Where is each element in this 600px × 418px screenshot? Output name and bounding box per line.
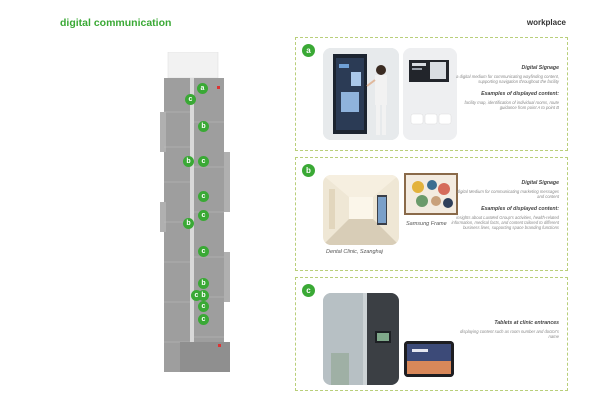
panel-b [295, 157, 568, 271]
section-title: workplace [526, 18, 566, 27]
clinic-entrance-photo [323, 293, 399, 385]
examples-text: facility map, identification of individual rooms, route guidance from point A to point B [464, 99, 559, 110]
floor-plan [160, 52, 240, 378]
panel-b-text [449, 180, 559, 236]
panel-badge: a [302, 44, 315, 57]
photo-caption: Dental Clinic, Szanghaj [326, 249, 383, 255]
tablet-photo [404, 341, 454, 377]
panel-c [295, 277, 568, 391]
plan-marker: b [183, 218, 194, 229]
panel-a-text [449, 65, 559, 116]
panel-heading: Digital Signage [521, 180, 559, 186]
examples-text: insights about LuxMed Group's activities, health-related information, medical facts, and content tailored to different business lines, supporting space branding functions [451, 214, 559, 230]
plan-marker: c [198, 314, 209, 325]
plan-marker: a [197, 83, 208, 94]
plan-marker: c [198, 246, 209, 257]
plan-marker: c [198, 210, 209, 221]
plan-marker: b [183, 156, 194, 167]
plan-marker: c [198, 156, 209, 167]
panel-a [295, 37, 568, 151]
panel-heading: Digital Signage [521, 65, 559, 71]
plan-marker: b [198, 121, 209, 132]
plan-marker: c [198, 301, 209, 312]
panel-description: displaying content such as room number and doctor's name [459, 329, 559, 340]
panel-heading: Tablets at clinic entrances [494, 320, 559, 326]
panel-description: a digital medium for communicating wayfinding content, supporting navigation throughout the facility [456, 74, 559, 85]
plan-marker: c [198, 191, 209, 202]
plan-marker: b [198, 290, 209, 301]
digital-signage-photo [323, 48, 399, 140]
panel-badge: b [302, 164, 315, 177]
plan-marker: c [191, 290, 202, 301]
plan-marker: b [198, 278, 209, 289]
panel-c-text [449, 320, 559, 346]
examples-heading: Examples of displayed content: [481, 90, 559, 97]
examples-heading: Examples of displayed content: [481, 205, 559, 212]
clinic-corridor-photo [323, 175, 399, 245]
photo-caption: Samsung Frame [406, 221, 447, 227]
page-title: digital communication [60, 17, 172, 29]
panel-badge: c [302, 284, 315, 297]
plan-marker: c [185, 94, 196, 105]
panel-description: digital Medium for communicating marketing messages and content [456, 189, 559, 200]
